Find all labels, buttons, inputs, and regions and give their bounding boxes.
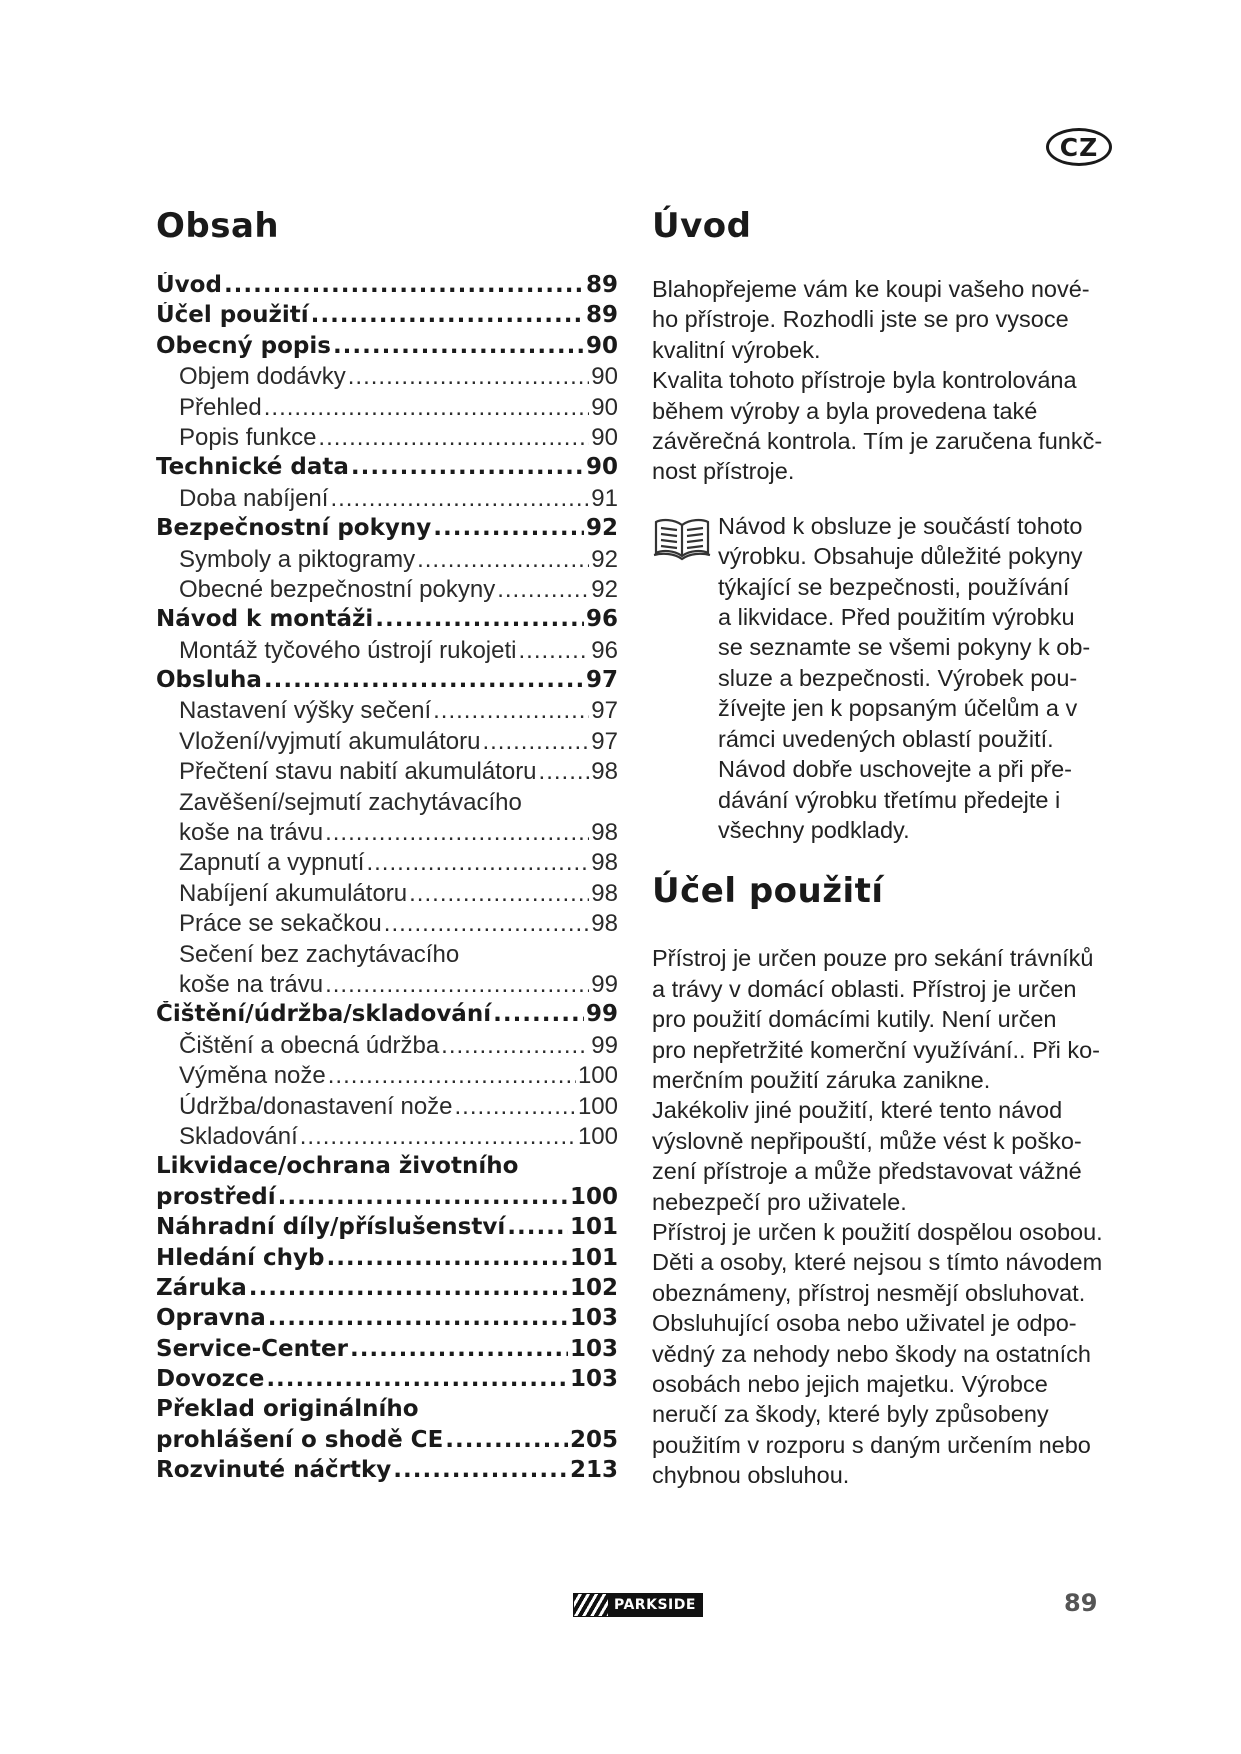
toc-subentry[interactable] — [156, 941, 618, 971]
text-line: výslovně nepřipouští, může vést k poško- — [652, 1127, 1082, 1154]
toc-leader — [539, 758, 590, 786]
toc-entry-label: Bezpečnostní pokyny — [156, 515, 432, 542]
toc-entry-page: 90 — [585, 332, 618, 359]
toc-subentry[interactable] — [156, 789, 618, 819]
toc-leader — [264, 394, 590, 422]
toc-entry-page: 91 — [591, 484, 618, 512]
toc-entry-page: 99 — [585, 1001, 618, 1028]
page-number: 89 — [1064, 1589, 1098, 1617]
toc-entry-page: 99 — [591, 1031, 618, 1059]
toc-subentry[interactable] — [156, 849, 618, 879]
toc-subentry[interactable] — [156, 697, 618, 727]
toc-leader — [455, 1093, 576, 1121]
toc-entry[interactable] — [156, 302, 618, 332]
intro-heading: Úvod — [652, 206, 752, 246]
text-line: merčním použití záruka zanikne. — [652, 1066, 991, 1093]
text-line: kvalitní výrobek. — [652, 336, 821, 363]
toc-entry[interactable] — [156, 454, 618, 484]
toc-entry-page: 103 — [569, 1335, 618, 1362]
text-line: všechny podklady. — [718, 816, 910, 843]
toc-entry[interactable] — [156, 1214, 618, 1244]
text-line: zení přístroje a může představovat vážné — [652, 1158, 1082, 1185]
toc-entry-label: Přečtení stavu nabití akumulátoru — [179, 758, 537, 786]
toc-entry-label: Sečení bez zachytávacího — [179, 940, 460, 968]
toc-entry-label: Skladování — [179, 1122, 298, 1150]
toc-leader — [333, 333, 584, 359]
toc-leader — [311, 302, 584, 328]
toc-entry-label: Údržba/donastavení nože — [179, 1092, 453, 1120]
toc-leader — [351, 454, 584, 480]
toc-entry-page: 100 — [577, 1122, 618, 1150]
toc-subentry[interactable] — [156, 728, 618, 758]
toc-entry[interactable] — [156, 667, 618, 697]
toc-leader — [325, 819, 589, 847]
text-line: osobách nebo jejich majetku. Výrobce — [652, 1371, 1048, 1397]
usage-paragraph — [652, 943, 1122, 1490]
toc-leader — [325, 971, 589, 999]
text-line: nebezpečí pro uživatele. — [652, 1188, 907, 1215]
toc-title: Obsah — [156, 206, 280, 246]
manual-notice — [652, 511, 1122, 845]
toc-entry[interactable] — [156, 1245, 618, 1275]
toc-entry-label: Montáž tyčového ústrojí rukojeti — [179, 636, 517, 664]
toc-entry-label: Obsluha — [156, 667, 262, 694]
toc-entry-page: 89 — [585, 272, 618, 298]
toc-entry-label: koše na trávu — [179, 970, 324, 998]
toc-entry-label: Popis funkce — [179, 423, 317, 451]
toc-entry-label: Přehled — [179, 393, 262, 421]
toc-entry-page: 103 — [569, 1305, 618, 1332]
text-line: Děti a osoby, které nejsou s tímto návodem — [652, 1249, 1103, 1276]
toc-entry[interactable] — [156, 333, 618, 363]
text-line: se seznamte se všemi pokyny k ob- — [718, 634, 1091, 661]
toc-entry-label: Návod k montáži — [156, 606, 374, 633]
toc-leader — [348, 363, 590, 391]
toc-entry[interactable] — [156, 1427, 618, 1457]
toc-leader — [433, 697, 589, 725]
text-line: Blahopřejeme vám ke koupi vašeho nové- — [652, 276, 1090, 302]
toc-subentry[interactable] — [156, 819, 618, 849]
toc-entry-label: Výměna nože — [179, 1062, 326, 1090]
toc-entry-label: Záruka — [156, 1274, 247, 1301]
toc-entry-page: 103 — [569, 1366, 618, 1393]
toc-entry-label: Překlad originálního — [156, 1396, 419, 1423]
text-line: Kvalita tohoto přístroje byla kontrolována — [652, 367, 1077, 394]
toc-entry[interactable] — [156, 1184, 618, 1214]
text-line: Návod k obsluze je součástí tohoto — [718, 512, 1083, 539]
text-line: rámci uvedených oblastí použití. — [718, 725, 1054, 752]
toc-leader — [366, 849, 589, 877]
toc-entry-label: Úvod — [156, 272, 222, 298]
toc-subentry[interactable] — [156, 363, 618, 393]
toc-leader — [433, 515, 584, 541]
toc-entry-page: 97 — [591, 727, 618, 755]
toc-entry-page: 89 — [585, 302, 618, 329]
toc-subentry[interactable] — [156, 485, 618, 515]
text-line: Přístroj je určen pouze pro sekání trávníků — [652, 945, 1094, 972]
toc-entry-label: Obecné bezpečnostní pokyny — [179, 575, 496, 603]
text-line: a likvidace. Před použitím výrobku — [718, 604, 1075, 631]
text-line: výrobku. Obsahuje důležité pokyny — [718, 543, 1083, 570]
toc-subentry[interactable] — [156, 576, 618, 606]
toc-entry-page: 100 — [569, 1183, 618, 1210]
toc-leader — [519, 637, 590, 665]
toc-subentry[interactable] — [156, 637, 618, 667]
toc-leader — [445, 1427, 568, 1453]
text-line: Obsluhující osoba nebo uživatel je odpo- — [652, 1310, 1077, 1337]
toc-leader — [224, 272, 584, 298]
toc-entry-page: 92 — [585, 515, 618, 542]
toc-leader — [264, 667, 584, 693]
toc-entry-page: 98 — [591, 849, 618, 877]
toc-leader — [300, 1123, 576, 1151]
toc-entry-page: 213 — [569, 1457, 618, 1484]
toc-leader — [393, 1457, 568, 1483]
text-line: žívejte jen k popsaným účelům a v — [718, 695, 1078, 722]
toc-leader — [482, 728, 589, 756]
toc-entry-label: Nastavení výšky sečení — [179, 697, 432, 725]
toc-entry-label: Opravna — [156, 1305, 266, 1332]
book-icon — [652, 511, 718, 845]
toc-entry-label: Likvidace/ochrana životního — [156, 1153, 519, 1180]
toc-subentry[interactable] — [156, 910, 618, 940]
toc-entry[interactable] — [156, 1153, 618, 1183]
text-line: nost přístroje. — [652, 458, 795, 485]
toc-leader — [493, 1001, 584, 1027]
toc-entry-label: Hledání chyb — [156, 1244, 325, 1271]
text-line: chybnou obsluhou. — [652, 1462, 850, 1489]
toc-subentry[interactable] — [156, 1123, 618, 1153]
toc-column — [156, 200, 618, 1488]
toc-entry[interactable] — [156, 606, 618, 636]
language-badge: CZ — [1046, 128, 1112, 166]
text-line: vědný za nehody nebo škody na ostatních — [652, 1340, 1091, 1367]
toc-entry-page: 98 — [591, 910, 618, 938]
toc-leader — [350, 1336, 568, 1362]
toc-leader — [375, 606, 584, 632]
logo-stripes-icon — [574, 1594, 608, 1616]
toc-leader — [266, 1366, 568, 1392]
toc-entry[interactable] — [156, 1396, 618, 1426]
text-line: použitím v rozporu s daným určením nebo — [652, 1431, 1091, 1458]
toc-entry-page: 99 — [591, 970, 618, 998]
toc-entry-page: 90 — [591, 423, 618, 451]
toc-entry-page: 205 — [569, 1426, 618, 1453]
text-line: závěrečná kontrola. Tím je zaručena funkč- — [652, 428, 1103, 455]
toc-entry-page: 98 — [591, 819, 618, 847]
text-line: a trávy v domácí oblasti. Přístroj je určen — [652, 975, 1077, 1002]
toc-subentry[interactable] — [156, 1032, 618, 1062]
toc-entry-page: 90 — [591, 363, 618, 391]
toc-entry-label: Service-Center — [156, 1335, 348, 1362]
toc-entry-page: 101 — [569, 1244, 618, 1271]
toc-entry-page: 90 — [585, 454, 618, 481]
toc-subentry[interactable] — [156, 880, 618, 910]
toc-entry[interactable] — [156, 1457, 618, 1487]
toc-entry-label: Nabíjení akumulátoru — [179, 879, 408, 907]
text-line: neručí za škody, které byly způsobeny — [652, 1401, 1049, 1428]
toc-subentry[interactable] — [156, 1062, 618, 1092]
toc-entry-page: 92 — [591, 575, 618, 603]
toc-entry-label: Zapnutí a vypnutí — [179, 849, 365, 877]
content-column — [652, 200, 1122, 1491]
toc-leader — [441, 1032, 589, 1060]
text-line: Přístroj je určen k použití dospělou osobou. — [652, 1218, 1103, 1245]
toc-leader — [268, 1305, 568, 1331]
text-line: pro použití domácími kutily. Není určen — [652, 1006, 1057, 1033]
text-line: pro nepřetržité komerční využívání.. Při ko- — [652, 1036, 1100, 1063]
toc-entry-page: 97 — [585, 667, 618, 694]
toc-entry[interactable] — [156, 1366, 618, 1396]
toc-subentry[interactable] — [156, 546, 618, 576]
toc-leader — [328, 1062, 576, 1090]
toc-entry-label: Obecný popis — [156, 332, 331, 359]
text-line: dávání výrobku třetímu předejte i — [718, 786, 1061, 813]
toc-entry-label: koše na trávu — [179, 819, 324, 847]
toc-entry-page: 97 — [591, 697, 618, 725]
toc-leader — [409, 880, 589, 908]
toc-subentry[interactable] — [156, 394, 618, 424]
toc-subentry[interactable] — [156, 758, 618, 788]
toc-leader — [326, 1245, 568, 1271]
toc-leader — [384, 910, 590, 938]
text-line: ho přístroje. Rozhodli jste se pro vysoce — [652, 306, 1069, 333]
toc-entry[interactable] — [156, 1305, 618, 1335]
toc-entry-page: 98 — [591, 879, 618, 907]
toc-entry-label: Symboly a piktogramy — [179, 545, 416, 573]
toc-entry[interactable] — [156, 1001, 618, 1031]
toc-entry[interactable] — [156, 1336, 618, 1366]
usage-heading: Účel použití — [652, 871, 884, 912]
toc-entry-label: Čištění/údržba/skladování — [156, 1001, 492, 1028]
toc-entry-label: Vložení/vyjmutí akumulátoru — [179, 727, 481, 755]
toc-subentry[interactable] — [156, 1093, 618, 1123]
toc-entry-page: 98 — [591, 758, 618, 786]
toc-leader — [330, 485, 589, 513]
toc-entry-page: 100 — [577, 1062, 618, 1090]
toc-entry-label: Objem dodávky — [179, 363, 346, 391]
toc-entry-label: Zavěšení/sejmutí zachytávacího — [179, 788, 522, 816]
text-line: týkající se bezpečnosti, používání — [718, 573, 1070, 600]
toc-entry[interactable] — [156, 272, 618, 302]
toc-entry-label: Technické data — [156, 454, 349, 481]
text-line: Jakékoliv jiné použití, které tento návod — [652, 1097, 1063, 1124]
parkside-logo — [573, 1593, 703, 1617]
toc-entry-label: Dovozce — [156, 1366, 265, 1393]
toc-leader — [497, 576, 589, 604]
text-line: během výroby a byla provedena také — [652, 397, 1038, 424]
toc-entry[interactable] — [156, 515, 618, 545]
toc-leader — [507, 1214, 568, 1240]
toc-entry-label: Doba nabíjení — [179, 484, 329, 512]
toc-entry-label: prostředí — [156, 1183, 276, 1210]
toc-entry-page: 90 — [591, 393, 618, 421]
text-line: sluze a bezpečnosti. Výrobek pou- — [718, 664, 1078, 691]
toc-entry-label: Účel použití — [156, 302, 309, 329]
intro-paragraph — [652, 274, 1122, 487]
toc-leader — [278, 1184, 568, 1210]
toc-entry-page: 92 — [591, 545, 618, 573]
toc-leader — [249, 1275, 568, 1301]
toc-entry-label: Rozvinuté náčrtky — [156, 1457, 392, 1484]
toc-entry-page: 96 — [591, 636, 618, 664]
toc-entry[interactable] — [156, 1275, 618, 1305]
toc-subentry[interactable] — [156, 424, 618, 454]
toc-entry-page: 96 — [585, 606, 618, 633]
toc-entry-label: prohlášení o shodě CE — [156, 1426, 444, 1453]
toc-entry-page: 100 — [577, 1092, 618, 1120]
toc-entry-label: Čištění a obecná údržba — [179, 1031, 440, 1059]
toc-entry-page: 102 — [569, 1274, 618, 1301]
table-of-contents — [156, 272, 618, 1488]
text-line: Návod dobře uschovejte a při pře- — [718, 756, 1073, 783]
toc-entry-label: Práce se sekačkou — [179, 910, 382, 938]
toc-leader — [318, 424, 589, 452]
logo-text: PARKSIDE — [608, 1594, 702, 1616]
toc-entry-label: Náhradní díly/příslušenství — [156, 1214, 506, 1241]
toc-entry-page: 101 — [569, 1214, 618, 1241]
toc-subentry[interactable] — [156, 971, 618, 1001]
toc-leader — [417, 546, 589, 574]
text-line: obeznámeny, přístroj nesmějí obsluhovat. — [652, 1279, 1086, 1306]
